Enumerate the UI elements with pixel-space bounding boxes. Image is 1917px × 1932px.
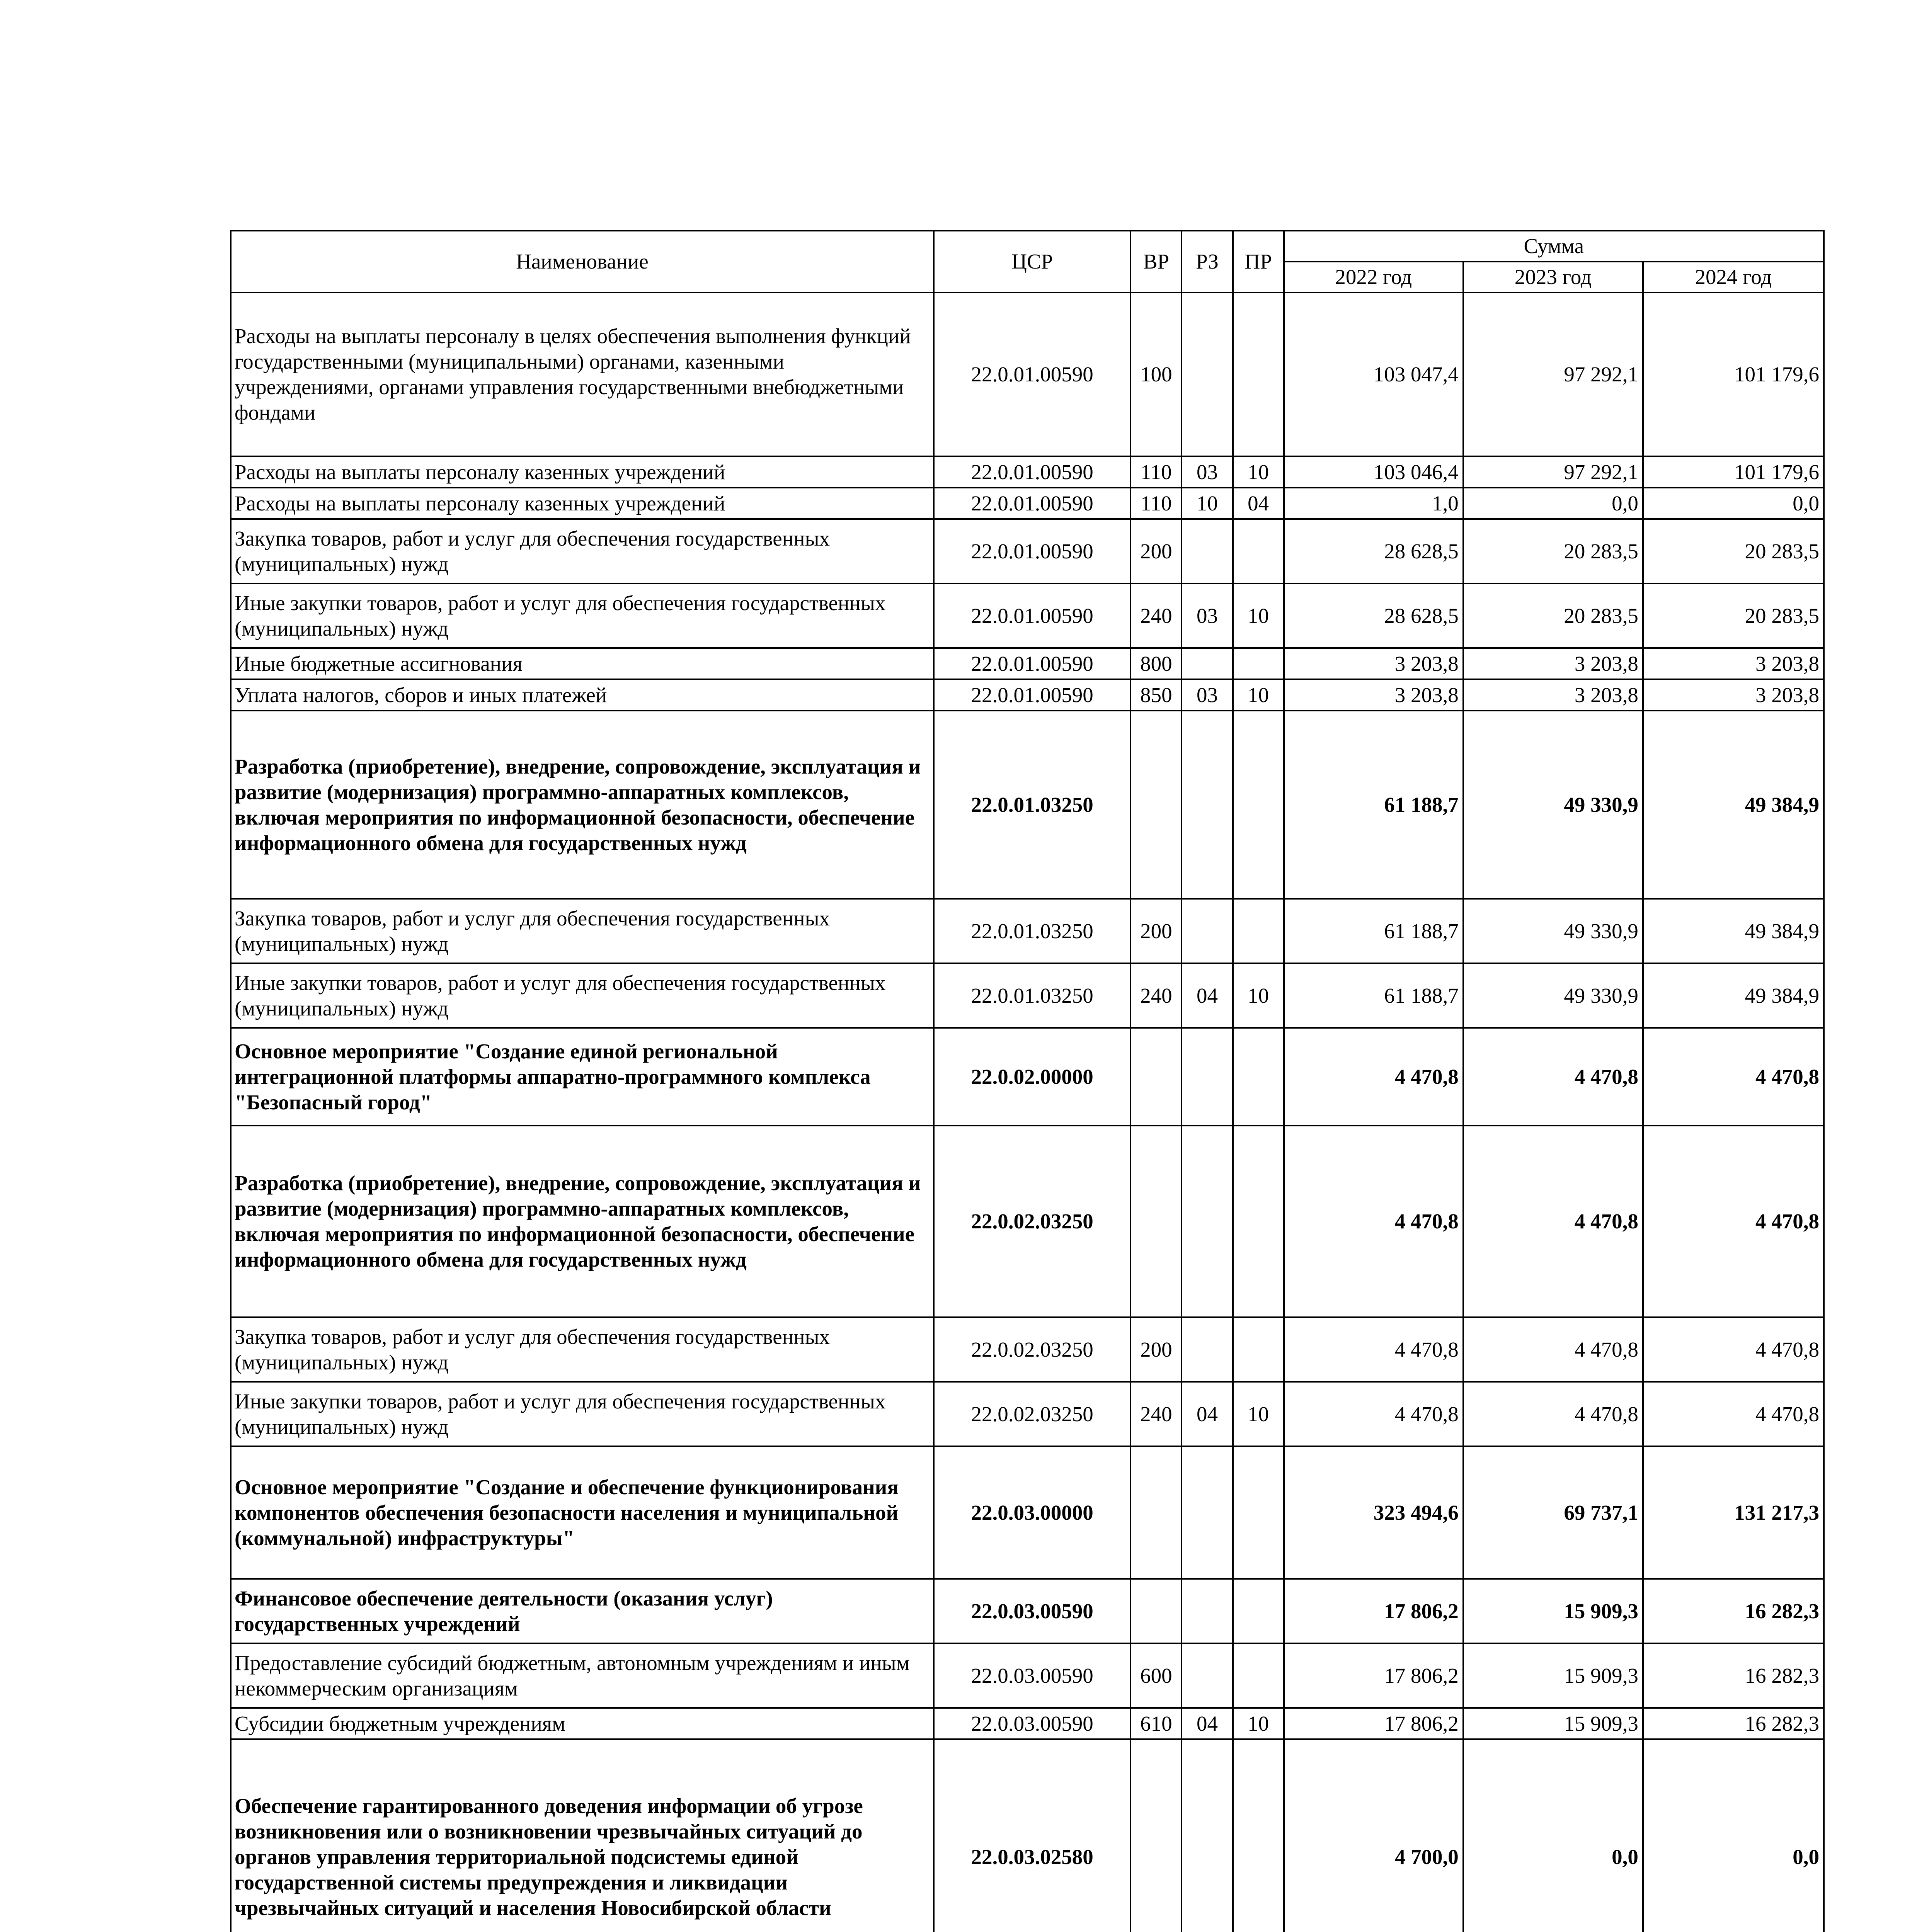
- row-rz: 03: [1182, 456, 1233, 488]
- row-pr: [1233, 1446, 1284, 1579]
- row-vr: 240: [1130, 1382, 1182, 1446]
- row-vr: 100: [1130, 293, 1182, 456]
- header-vr: ВР: [1130, 231, 1182, 293]
- row-pr: [1233, 293, 1284, 456]
- row-pr: 10: [1233, 1382, 1284, 1446]
- row-sum-2023: 4 470,8: [1463, 1126, 1643, 1317]
- row-pr: 10: [1233, 1708, 1284, 1739]
- row-rz: [1182, 1317, 1233, 1382]
- row-rz: 04: [1182, 963, 1233, 1028]
- row-rz: [1182, 1126, 1233, 1317]
- row-name: Расходы на выплаты персоналу казенных учреждений: [231, 456, 934, 488]
- row-rz: 03: [1182, 679, 1233, 711]
- row-name: Расходы на выплаты персоналу в целях обеспечения выполнения функций государственными (муниципальными) органами, казенными учреждениями, органами управления государственными внебюджетными фондами: [231, 293, 934, 456]
- row-sum-2022: 61 188,7: [1284, 711, 1463, 899]
- row-sum-2024: 20 283,5: [1643, 583, 1824, 648]
- row-pr: 04: [1233, 488, 1284, 519]
- row-rz: 10: [1182, 488, 1233, 519]
- row-sum-2023: 15 909,3: [1463, 1579, 1643, 1643]
- row-sum-2024: 20 283,5: [1643, 519, 1824, 583]
- row-vr: 800: [1130, 648, 1182, 679]
- row-sum-2024: 101 179,6: [1643, 456, 1824, 488]
- row-vr: 610: [1130, 1708, 1182, 1739]
- row-rz: [1182, 293, 1233, 456]
- row-name: Закупка товаров, работ и услуг для обеспечения государственных (муниципальных) нужд: [231, 899, 934, 963]
- row-sum-2024: 131 217,3: [1643, 1446, 1824, 1579]
- row-csr: 22.0.02.00000: [934, 1028, 1130, 1126]
- row-sum-2023: 49 330,9: [1463, 963, 1643, 1028]
- row-pr: [1233, 1317, 1284, 1382]
- row-rz: 04: [1182, 1382, 1233, 1446]
- row-sum-2022: 3 203,8: [1284, 679, 1463, 711]
- row-pr: 10: [1233, 679, 1284, 711]
- table-row: [231, 648, 1824, 679]
- row-sum-2022: 323 494,6: [1284, 1446, 1463, 1579]
- table-row: [231, 679, 1824, 711]
- table-row: [231, 1708, 1824, 1739]
- row-rz: [1182, 899, 1233, 963]
- row-name: Уплата налогов, сборов и иных платежей: [231, 679, 934, 711]
- row-sum-2023: 0,0: [1463, 1739, 1643, 1932]
- row-pr: [1233, 899, 1284, 963]
- row-sum-2024: 3 203,8: [1643, 679, 1824, 711]
- row-vr: 850: [1130, 679, 1182, 711]
- table-row: [231, 1028, 1824, 1126]
- row-sum-2022: 103 046,4: [1284, 456, 1463, 488]
- row-vr: [1130, 1028, 1182, 1126]
- row-sum-2024: 3 203,8: [1643, 648, 1824, 679]
- row-vr: 200: [1130, 1317, 1182, 1382]
- table-row: [231, 1446, 1824, 1579]
- row-csr: 22.0.03.00590: [934, 1643, 1130, 1708]
- row-csr: 22.0.03.00590: [934, 1708, 1130, 1739]
- header-name: Наименование: [231, 231, 934, 293]
- row-vr: 240: [1130, 963, 1182, 1028]
- row-sum-2024: 0,0: [1643, 488, 1824, 519]
- row-sum-2023: 20 283,5: [1463, 519, 1643, 583]
- row-csr: 22.0.02.03250: [934, 1317, 1130, 1382]
- row-vr: [1130, 1446, 1182, 1579]
- row-csr: 22.0.03.00590: [934, 1579, 1130, 1643]
- row-sum-2024: 4 470,8: [1643, 1028, 1824, 1126]
- row-name: Иные закупки товаров, работ и услуг для обеспечения государственных (муниципальных) нужд: [231, 963, 934, 1028]
- table-row: [231, 488, 1824, 519]
- row-sum-2024: 4 470,8: [1643, 1126, 1824, 1317]
- row-sum-2024: 101 179,6: [1643, 293, 1824, 456]
- row-sum-2023: 4 470,8: [1463, 1317, 1643, 1382]
- row-sum-2022: 4 470,8: [1284, 1317, 1463, 1382]
- row-sum-2023: 4 470,8: [1463, 1382, 1643, 1446]
- row-csr: 22.0.03.00000: [934, 1446, 1130, 1579]
- row-vr: 600: [1130, 1643, 1182, 1708]
- row-name: Расходы на выплаты персоналу казенных учреждений: [231, 488, 934, 519]
- row-sum-2024: 49 384,9: [1643, 963, 1824, 1028]
- row-vr: [1130, 1126, 1182, 1317]
- row-name: Субсидии бюджетным учреждениям: [231, 1708, 934, 1739]
- row-pr: 10: [1233, 456, 1284, 488]
- row-sum-2023: 4 470,8: [1463, 1028, 1643, 1126]
- row-sum-2023: 20 283,5: [1463, 583, 1643, 648]
- row-sum-2024: 16 282,3: [1643, 1643, 1824, 1708]
- row-csr: 22.0.01.03250: [934, 963, 1130, 1028]
- table-row: [231, 899, 1824, 963]
- row-sum-2022: 4 470,8: [1284, 1382, 1463, 1446]
- header-year-2022: 2022 год: [1284, 262, 1463, 293]
- row-pr: [1233, 1643, 1284, 1708]
- header-sum: Сумма: [1284, 231, 1824, 262]
- row-sum-2024: 49 384,9: [1643, 711, 1824, 899]
- row-vr: 200: [1130, 899, 1182, 963]
- row-sum-2022: 17 806,2: [1284, 1643, 1463, 1708]
- row-csr: 22.0.01.00590: [934, 519, 1130, 583]
- row-sum-2024: 16 282,3: [1643, 1579, 1824, 1643]
- row-sum-2022: 103 047,4: [1284, 293, 1463, 456]
- table-row: [231, 711, 1824, 899]
- row-csr: 22.0.01.00590: [934, 293, 1130, 456]
- row-name: Финансовое обеспечение деятельности (оказания услуг) государственных учреждений: [231, 1579, 934, 1643]
- table-row: [231, 1317, 1824, 1382]
- row-pr: [1233, 1739, 1284, 1932]
- row-name: Основное мероприятие "Создание единой региональной интеграционной платформы аппаратно-программного комплекса "Безопасный город": [231, 1028, 934, 1126]
- row-rz: [1182, 1028, 1233, 1126]
- row-rz: [1182, 1643, 1233, 1708]
- row-sum-2023: 69 737,1: [1463, 1446, 1643, 1579]
- row-rz: [1182, 1446, 1233, 1579]
- header-year-2023: 2023 год: [1463, 262, 1643, 293]
- table-row: [231, 1382, 1824, 1446]
- row-sum-2023: 49 330,9: [1463, 711, 1643, 899]
- row-sum-2022: 61 188,7: [1284, 899, 1463, 963]
- table-header: [231, 231, 1824, 293]
- row-sum-2024: 4 470,8: [1643, 1317, 1824, 1382]
- row-pr: [1233, 1579, 1284, 1643]
- row-sum-2022: 4 470,8: [1284, 1028, 1463, 1126]
- row-sum-2024: 4 470,8: [1643, 1382, 1824, 1446]
- row-name: Основное мероприятие "Создание и обеспечение функционирования компонентов обеспечения безопасности населения и муниципальной (коммунальной) инфраструктуры": [231, 1446, 934, 1579]
- row-rz: [1182, 648, 1233, 679]
- row-vr: 110: [1130, 456, 1182, 488]
- row-name: Предоставление субсидий бюджетным, автономным учреждениям и иным некоммерческим организациям: [231, 1643, 934, 1708]
- row-name: Обеспечение гарантированного доведения информации об угрозе возникновения или о возникновении чрезвычайных ситуаций до органов управления территориальной подсистемы единой государственной системы предупреждения и ликвидации чрезвычайных ситуаций и населения Новосибирской области: [231, 1739, 934, 1932]
- row-sum-2023: 97 292,1: [1463, 456, 1643, 488]
- row-csr: 22.0.03.02580: [934, 1739, 1130, 1932]
- row-sum-2023: 15 909,3: [1463, 1643, 1643, 1708]
- row-sum-2024: 16 282,3: [1643, 1708, 1824, 1739]
- row-csr: 22.0.02.03250: [934, 1126, 1130, 1317]
- budget-table: [230, 230, 1825, 1932]
- row-csr: 22.0.02.03250: [934, 1382, 1130, 1446]
- row-pr: 10: [1233, 583, 1284, 648]
- row-pr: [1233, 519, 1284, 583]
- row-csr: 22.0.01.00590: [934, 679, 1130, 711]
- row-rz: 03: [1182, 583, 1233, 648]
- row-sum-2023: 49 330,9: [1463, 899, 1643, 963]
- row-vr: 110: [1130, 488, 1182, 519]
- row-sum-2022: 4 470,8: [1284, 1126, 1463, 1317]
- row-vr: [1130, 711, 1182, 899]
- header-pr: ПР: [1233, 231, 1284, 293]
- row-sum-2024: 0,0: [1643, 1739, 1824, 1932]
- row-pr: [1233, 648, 1284, 679]
- row-pr: [1233, 1028, 1284, 1126]
- row-sum-2023: 97 292,1: [1463, 293, 1643, 456]
- header-year-2024: 2024 год: [1643, 262, 1824, 293]
- header-csr: ЦСР: [934, 231, 1130, 293]
- row-name: Разработка (приобретение), внедрение, сопровождение, эксплуатация и развитие (модернизация) программно-аппаратных комплексов, включая мероприятия по информационной безопасности, обеспечение информационного обмена для государственных нужд: [231, 711, 934, 899]
- row-csr: 22.0.01.00590: [934, 583, 1130, 648]
- row-csr: 22.0.01.03250: [934, 711, 1130, 899]
- row-csr: 22.0.01.00590: [934, 488, 1130, 519]
- table-row: [231, 1643, 1824, 1708]
- table-row: [231, 583, 1824, 648]
- row-name: Иные закупки товаров, работ и услуг для обеспечения государственных (муниципальных) нужд: [231, 1382, 934, 1446]
- row-pr: 10: [1233, 963, 1284, 1028]
- row-sum-2023: 3 203,8: [1463, 648, 1643, 679]
- row-rz: 04: [1182, 1708, 1233, 1739]
- row-vr: 200: [1130, 519, 1182, 583]
- table-row: [231, 963, 1824, 1028]
- row-sum-2022: 17 806,2: [1284, 1708, 1463, 1739]
- row-rz: [1182, 1739, 1233, 1932]
- table-row: [231, 456, 1824, 488]
- row-csr: 22.0.01.00590: [934, 456, 1130, 488]
- row-name: Закупка товаров, работ и услуг для обеспечения государственных (муниципальных) нужд: [231, 519, 934, 583]
- table-row: [231, 1739, 1824, 1932]
- row-sum-2024: 49 384,9: [1643, 899, 1824, 963]
- row-sum-2022: 4 700,0: [1284, 1739, 1463, 1932]
- row-rz: [1182, 519, 1233, 583]
- row-vr: [1130, 1739, 1182, 1932]
- row-pr: [1233, 711, 1284, 899]
- table-row: [231, 293, 1824, 456]
- row-name: Закупка товаров, работ и услуг для обеспечения государственных (муниципальных) нужд: [231, 1317, 934, 1382]
- table-row: [231, 519, 1824, 583]
- row-sum-2022: 28 628,5: [1284, 583, 1463, 648]
- row-sum-2023: 0,0: [1463, 488, 1643, 519]
- header-rz: РЗ: [1182, 231, 1233, 293]
- row-sum-2022: 3 203,8: [1284, 648, 1463, 679]
- table-body: [231, 293, 1824, 1932]
- row-sum-2022: 61 188,7: [1284, 963, 1463, 1028]
- row-sum-2022: 28 628,5: [1284, 519, 1463, 583]
- table-row: [231, 1579, 1824, 1643]
- row-sum-2023: 15 909,3: [1463, 1708, 1643, 1739]
- row-vr: 240: [1130, 583, 1182, 648]
- row-sum-2022: 17 806,2: [1284, 1579, 1463, 1643]
- row-sum-2023: 3 203,8: [1463, 679, 1643, 711]
- row-csr: 22.0.01.00590: [934, 648, 1130, 679]
- row-sum-2022: 1,0: [1284, 488, 1463, 519]
- table-row: [231, 1126, 1824, 1317]
- row-csr: 22.0.01.03250: [934, 899, 1130, 963]
- row-rz: [1182, 711, 1233, 899]
- row-name: Разработка (приобретение), внедрение, сопровождение, эксплуатация и развитие (модернизация) программно-аппаратных комплексов, включая мероприятия по информационной безопасности, обеспечение информационного обмена для государственных нужд: [231, 1126, 934, 1317]
- row-pr: [1233, 1126, 1284, 1317]
- row-vr: [1130, 1579, 1182, 1643]
- row-rz: [1182, 1579, 1233, 1643]
- row-name: Иные бюджетные ассигнования: [231, 648, 934, 679]
- row-name: Иные закупки товаров, работ и услуг для обеспечения государственных (муниципальных) нужд: [231, 583, 934, 648]
